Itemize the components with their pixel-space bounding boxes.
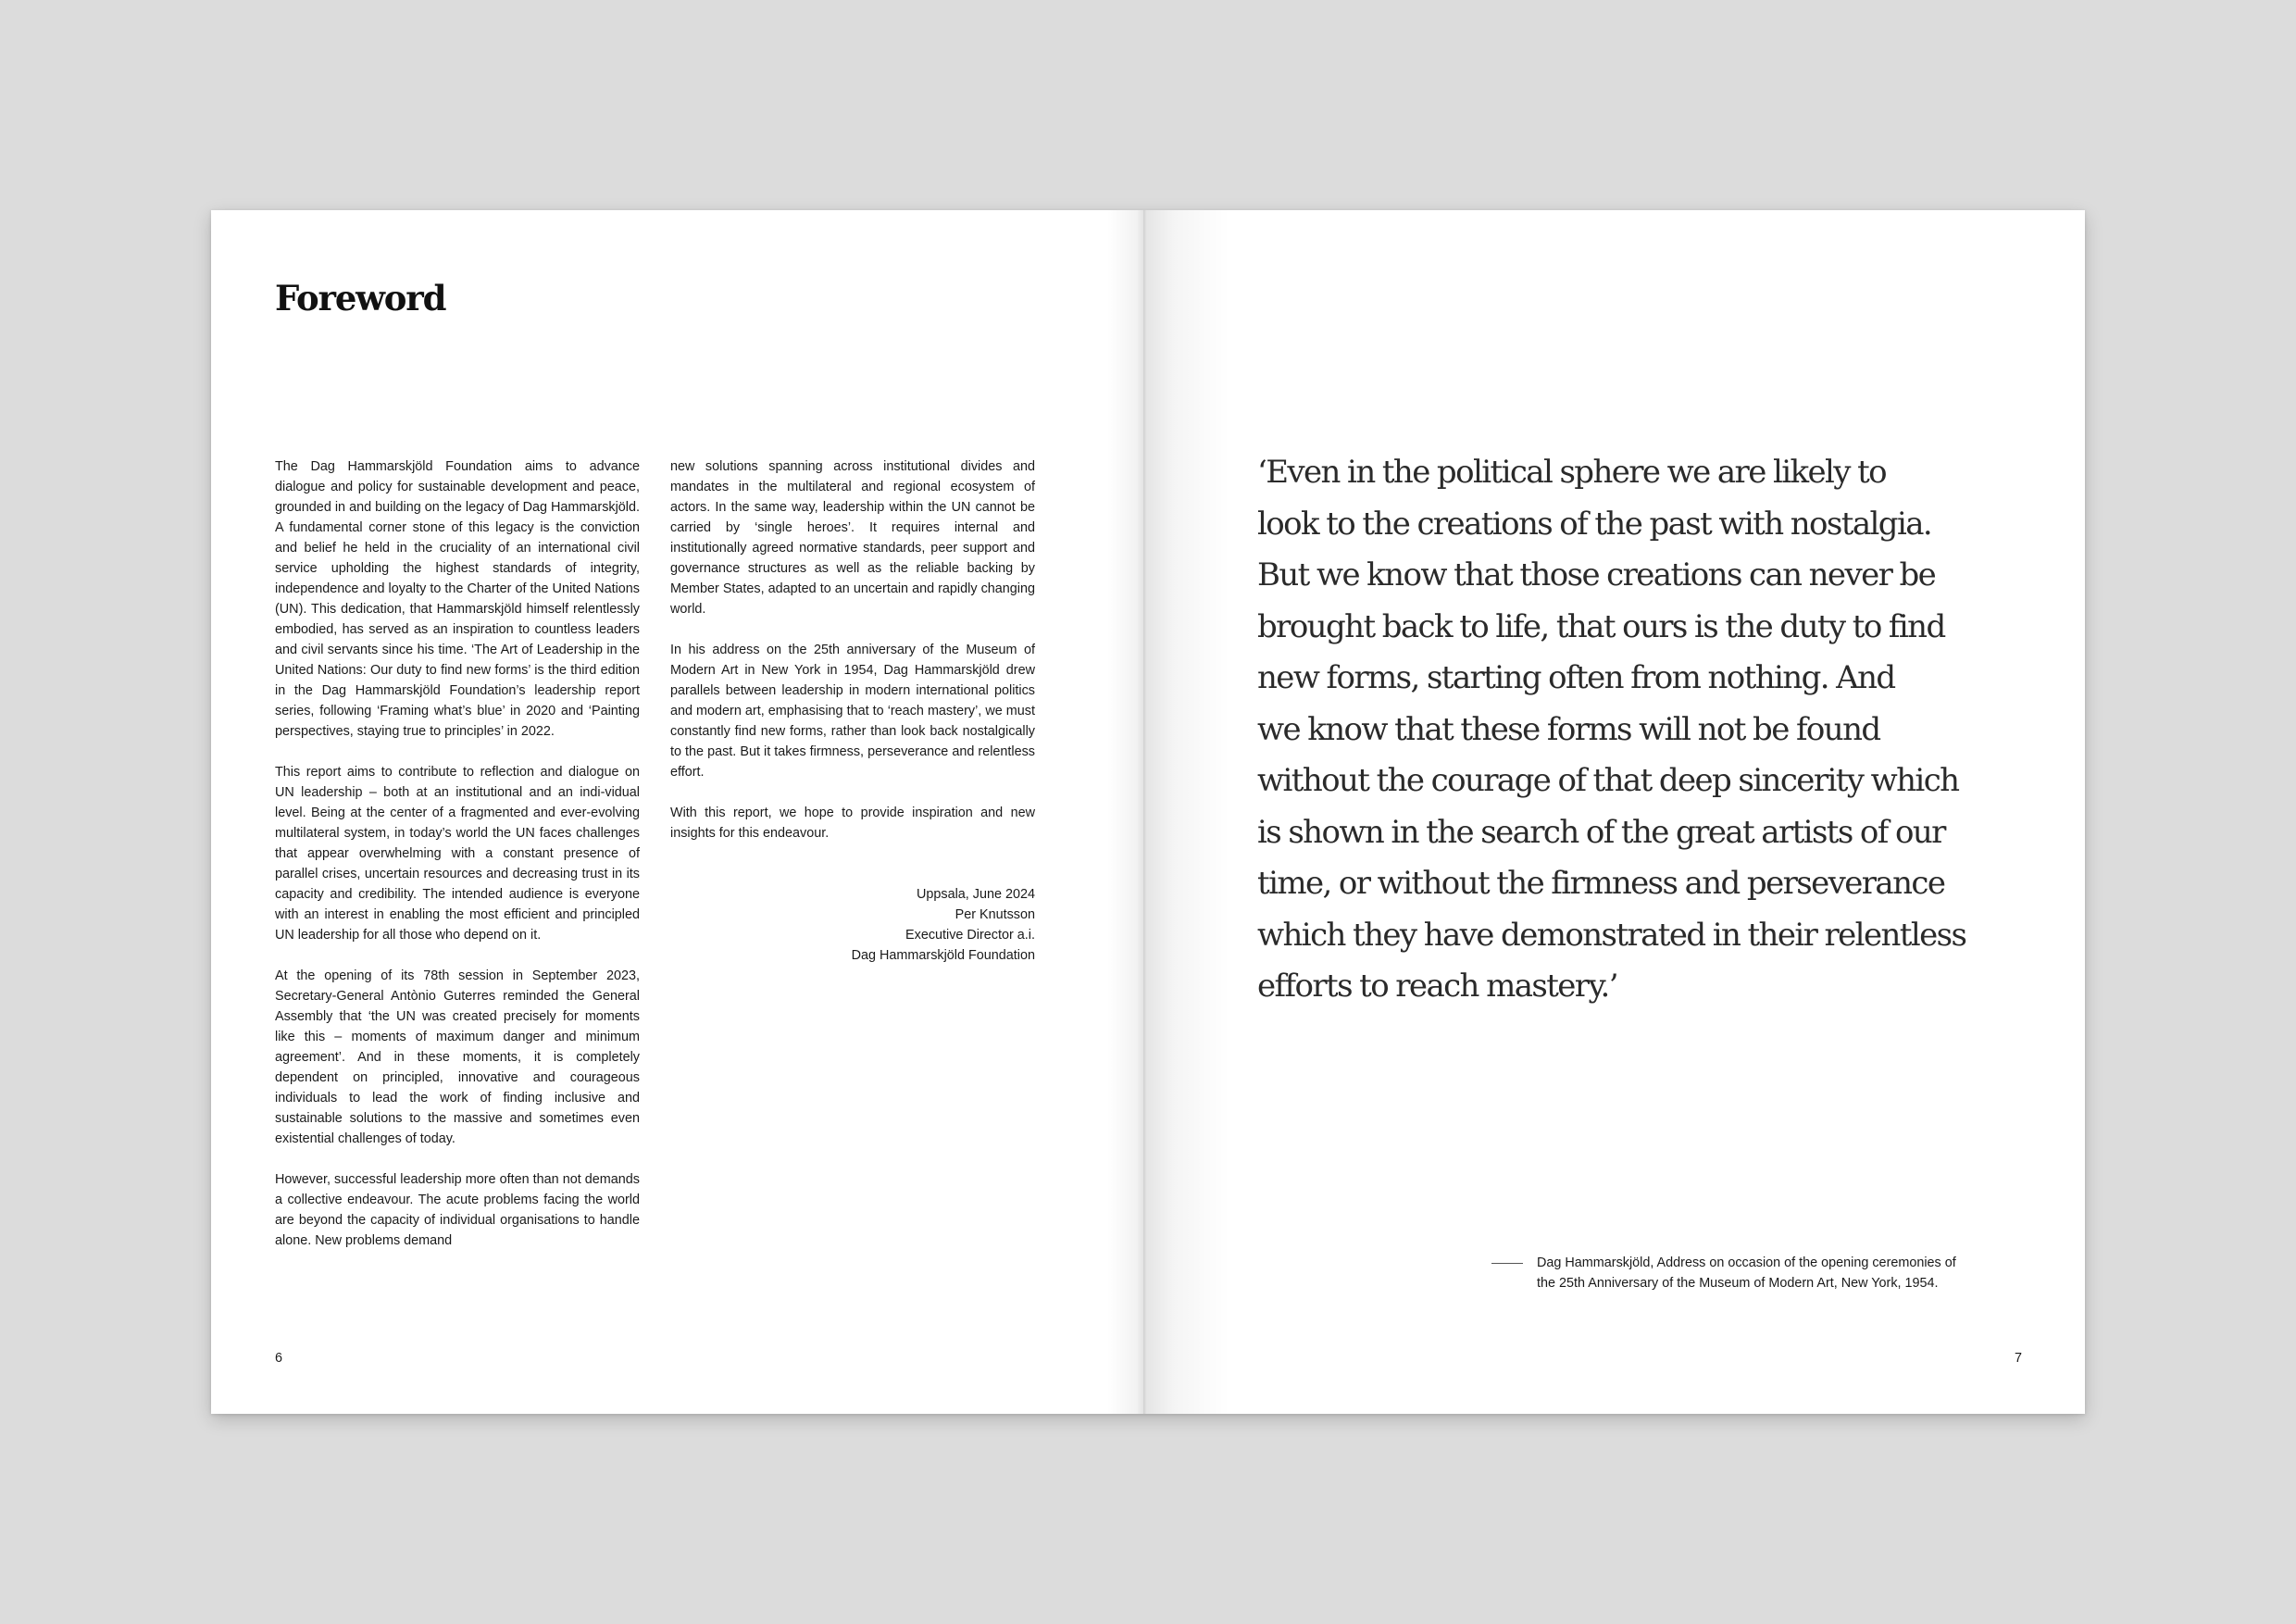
right-page — [1146, 210, 2085, 1414]
quote-line: time, or without the firmness and perseverance — [1257, 865, 1945, 902]
page-title: Foreword — [275, 278, 446, 319]
quote-attribution — [1491, 1253, 1956, 1293]
quote-line: efforts to reach mastery.’ — [1257, 968, 1617, 1005]
signature-role: Executive Director a.i. — [905, 928, 1035, 943]
paragraph: This report aims to contribute to reflection and dialogue on UN leadership – both at an institutional and an indi-vidual level. Being at the center of a fragmented and ever-evolving multilateral system, in today’s world the UN faces challenges that appear overwhelming with a constant presence of parallel crises, uncertain resources and decreasing trust in its capacity and credibility. The intended audience is everyone with an interest in enabling the most efficient and principled UN leadership for all those who depend on it. — [275, 765, 640, 943]
quote-line: we know that these forms will not be found — [1257, 710, 1880, 748]
text-column-1 — [275, 456, 640, 1271]
book-spread — [211, 210, 2085, 1414]
paragraph: In his address on the 25th anniversary of the Museum of Modern Art in New York in 1954, Dag Hammarskjöld drew parallels between leadership in modern international politics and modern art, emphasising that to ‘reach mastery’, we must constantly find new forms, rather than look back nostalgically to the past. But it takes firmness, perseverance and relentless effort. — [670, 643, 1035, 780]
page-number-right: 7 — [2014, 1351, 2022, 1366]
signature-place-date: Uppsala, June 2024 — [916, 887, 1035, 902]
attribution-line: Dag Hammarskjöld, Address on occasion of the opening ceremonies of — [1537, 1255, 1956, 1270]
signature-name: Per Knutsson — [955, 907, 1035, 922]
quote-line: which they have demonstrated in their relentless — [1257, 916, 1966, 954]
gutter-shadow-left — [1107, 210, 1144, 1414]
attribution-dash — [1491, 1263, 1523, 1264]
page-number-left: 6 — [275, 1351, 283, 1366]
text-column-2 — [670, 456, 1035, 966]
signature-block — [670, 884, 1035, 966]
quote-line: ‘Even in the political sphere we are likely to — [1257, 454, 1887, 491]
quote-line: is shown in the search of the great artists of our — [1257, 813, 1945, 851]
paragraph: At the opening of its 78th session in September 2023, Secretary-General Antònio Guterres reminded the General Assembly that ‘the UN was created precisely for moments like this – moments of maximum danger and minimum agreement’. And in these moments, it is completely dependent on principled, innovative and courageous individuals to lead the work of finding inclusive and sustainable solutions to the massive and sometimes even existential challenges of today. — [275, 968, 640, 1146]
quote-line: brought back to life, that ours is the duty to find — [1257, 607, 1945, 645]
quote-line: look to the creations of the past with nostalgia. — [1257, 505, 1932, 543]
attribution-line: the 25th Anniversary of the Museum of Modern Art, New York, 1954. — [1537, 1276, 1939, 1291]
paragraph: new solutions spanning across institutional divides and mandates in the multilateral and regional ecosystem of actors. In the same way, leadership within the UN cannot be carried by ‘single heroes’. It requires internal and institutionally agreed normative standards, peer support and governance structures as well as the reliable backing by Member States, adapted to an uncertain and rapidly changing world. — [670, 459, 1035, 617]
signature-organisation: Dag Hammarskjöld Foundation — [851, 948, 1035, 963]
pull-quote — [1257, 447, 2053, 1013]
attribution-text — [1537, 1253, 1956, 1293]
paragraph: The Dag Hammarskjöld Foundation aims to advance dialogue and policy for sustainable development and peace, grounded in and building on the legacy of Dag Hammarskjöld. A fundamental corner stone of this legacy is the conviction and belief he held in the cruciality of an international civil service upholding the highest standards of integrity, independence and loyalty to the Charter of the United Nations (UN). This dedication, that Hammarskjöld himself relentlessly embodied, has served as an inspiration to countless leaders and civil servants since his time. ‘The Art of Leadership in the United Nations: Our duty to find new forms’ is the third edition in the Dag Hammarskjöld Foundation’s leadership report series, following ‘Framing what’s blue’ in 2020 and ‘Painting perspectives, staying true to principles’ in 2022. — [275, 459, 640, 739]
paragraph: However, successful leadership more often than not demands a collective endeavour. The acute problems facing the world are beyond the capacity of individual organisations to handle alone. New problems demand — [275, 1172, 640, 1248]
quote-line: But we know that those creations can never be — [1257, 556, 1936, 593]
left-page — [211, 210, 1144, 1414]
paragraph: With this report, we hope to provide inspiration and new insights for this endeavour. — [670, 806, 1035, 841]
gutter-shadow-right — [1146, 210, 1229, 1414]
quote-line: new forms, starting often from nothing. And — [1257, 659, 1895, 696]
quote-line: without the courage of that deep sincerity which — [1257, 762, 1959, 799]
